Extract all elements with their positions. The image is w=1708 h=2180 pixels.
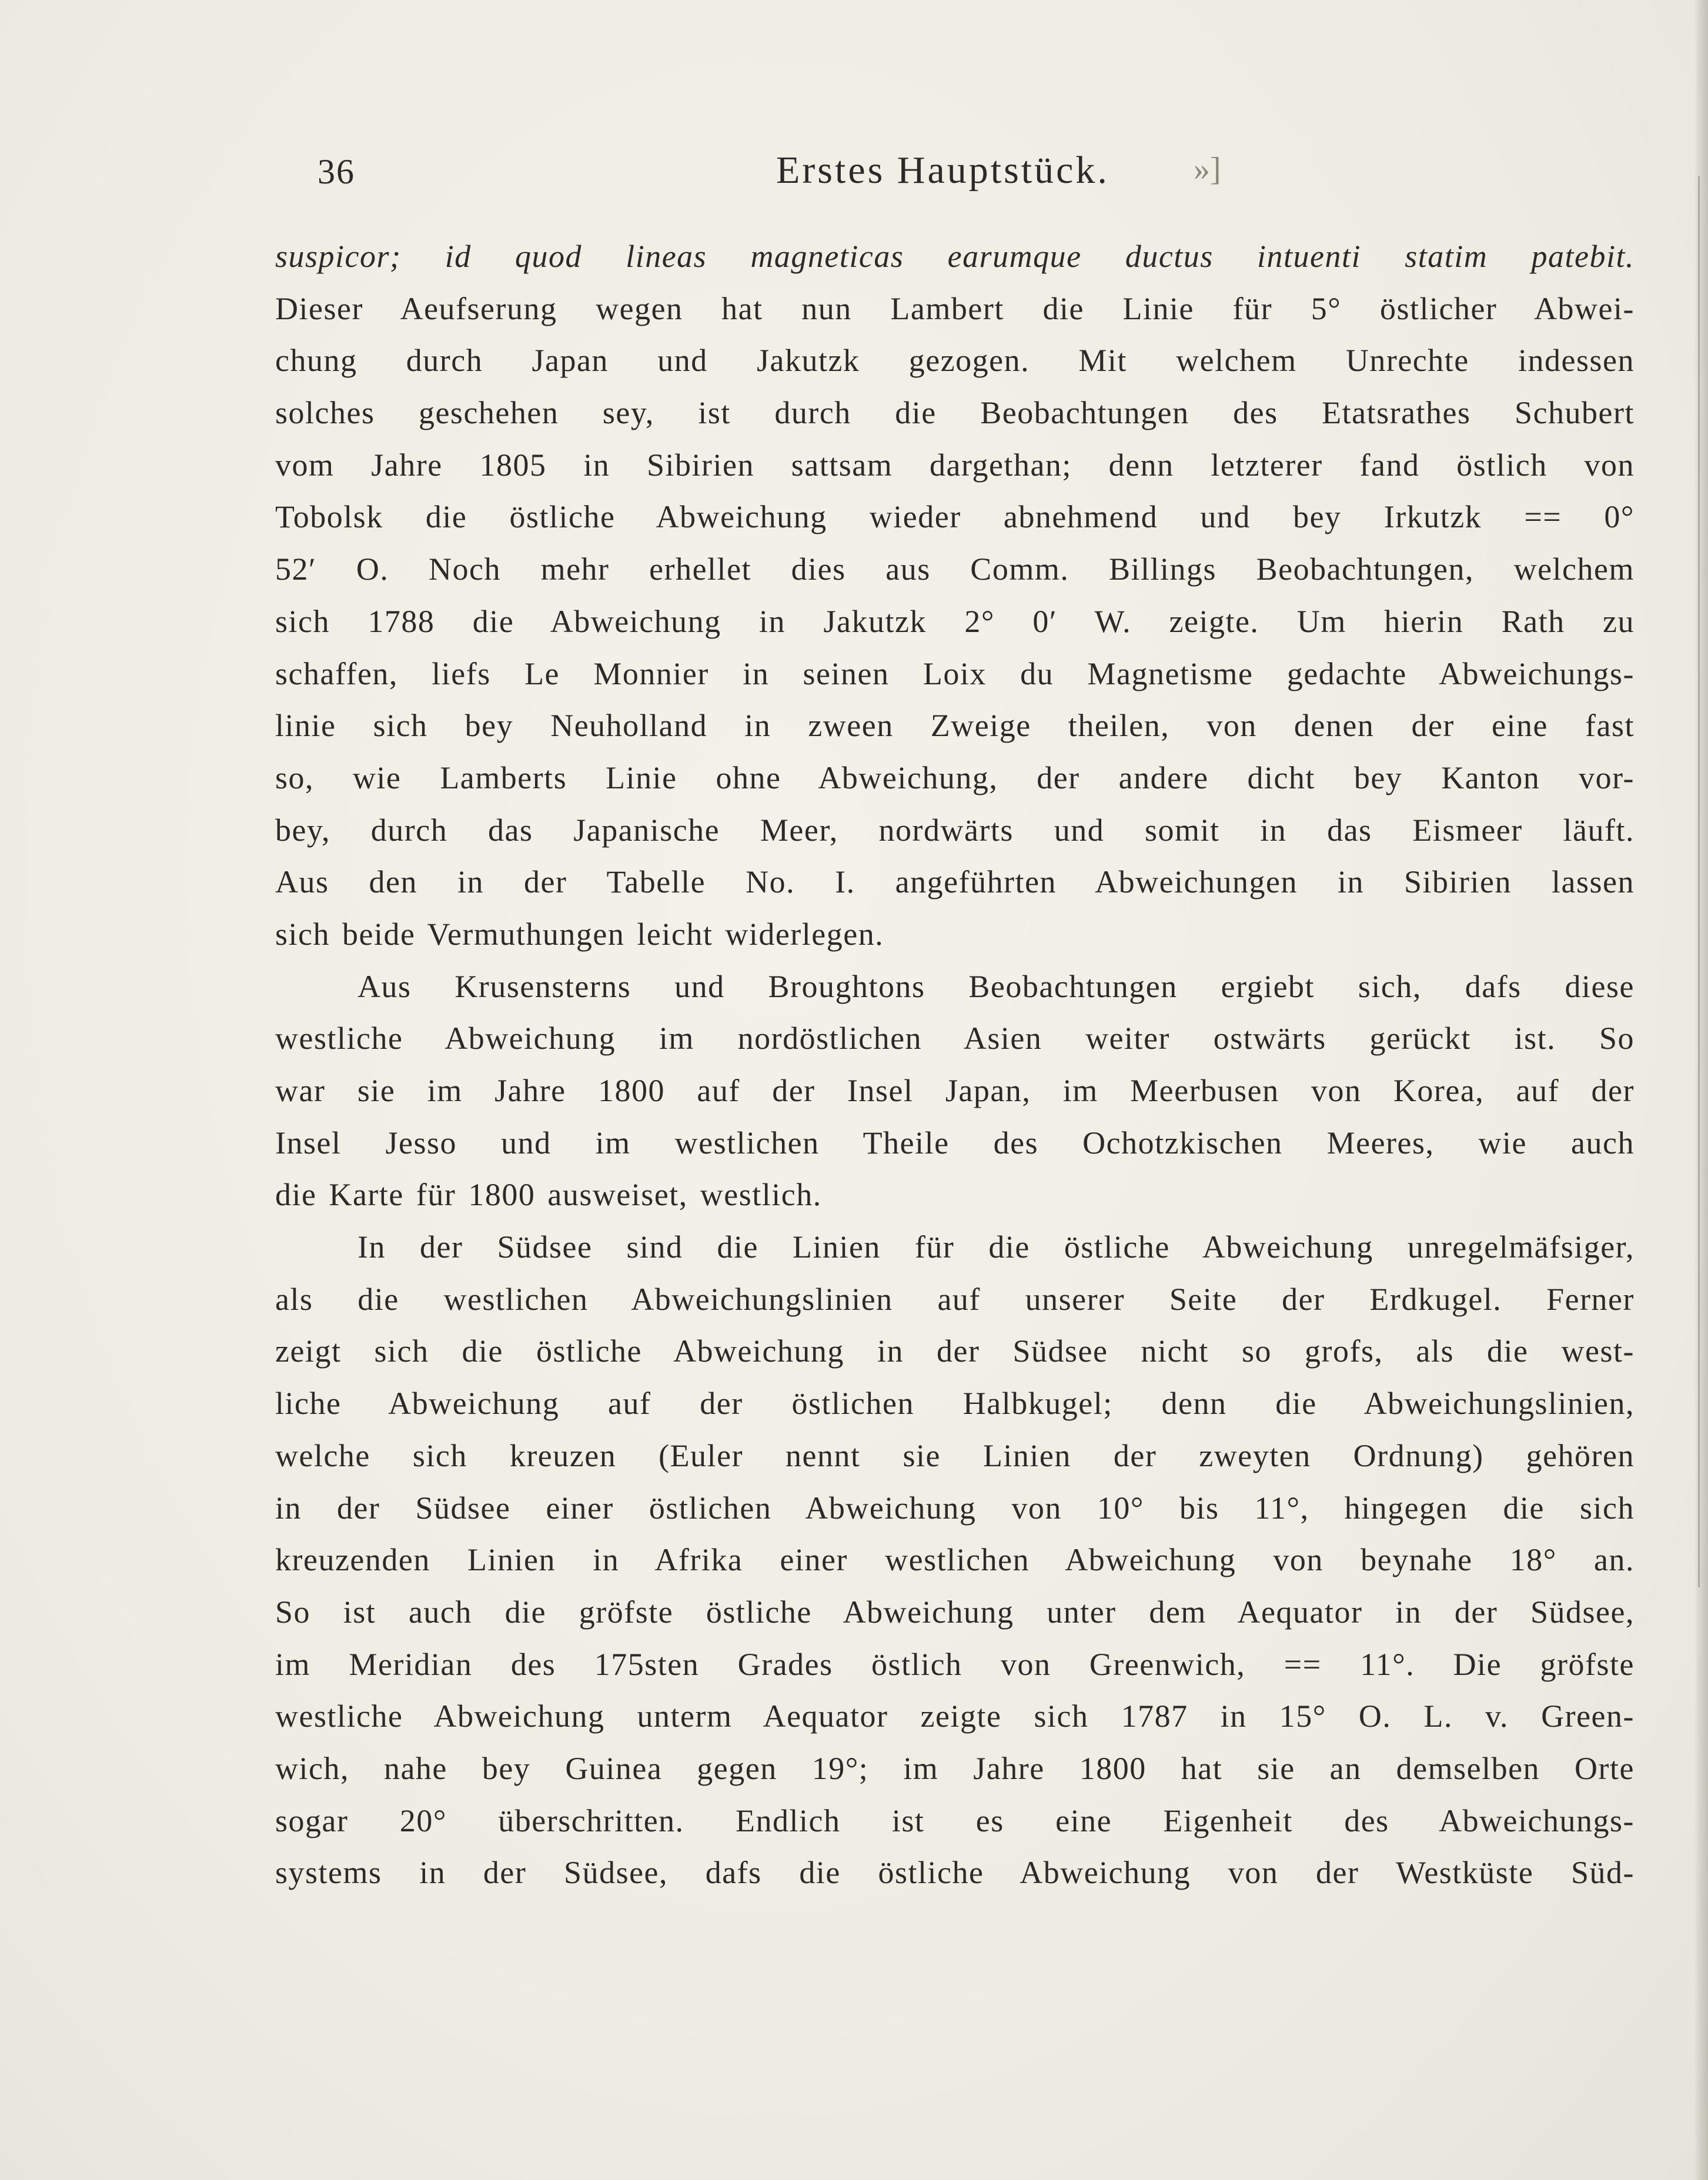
- text-line: systems in der Südsee, dafs die östliche Abweichung von der Westküste Süd-: [275, 1855, 1635, 1891]
- text-line: liche Abweichung auf der östlichen Halbkugel; denn die Abweichungslinien,: [275, 1386, 1635, 1422]
- text-line: welche sich kreuzen (Euler nennt sie Linien der zweyten Ordnung) gehören: [275, 1437, 1635, 1473]
- text-line: So ist auch die gröfste östliche Abweichung unter dem Aequator in der Südsee,: [275, 1594, 1635, 1630]
- text-line: suspicor; id quod lineas magneticas earumque ductus intuenti statim patebit.: [275, 239, 1635, 274]
- text-line: als die westlichen Abweichungslinien auf unserer Seite der Erdkugel. Ferner: [275, 1281, 1635, 1317]
- running-head: Erstes Hauptstück.: [776, 149, 1109, 192]
- text-line: bey, durch das Japanische Meer, nordwärts und somit in das Eismeer läuft.: [275, 812, 1635, 848]
- text-line: schaffen, liefs Le Monnier in seinen Loix du Magnetisme gedachte Abweichungs-: [275, 656, 1635, 691]
- text-line: westliche Abweichung unterm Aequator zeigte sich 1787 in 15° O. L. v. Green-: [275, 1698, 1635, 1734]
- page-header: [276, 136, 1629, 207]
- text-line: Dieser Aeufserung wegen hat nun Lambert die Linie für 5° östlicher Abwei-: [275, 290, 1635, 326]
- text-line: 52′ O. Noch mehr erhellet dies aus Comm. Billings Beobachtungen, welchem: [275, 551, 1635, 587]
- binding-line: [1698, 176, 1700, 1587]
- page-number: 36: [317, 152, 355, 191]
- text-line: so, wie Lamberts Linie ohne Abweichung, der andere dicht bey Kanton vor-: [275, 760, 1635, 795]
- text-line: westliche Abweichung im nordöstlichen Asien weiter ostwärts gerückt ist. So: [275, 1021, 1635, 1056]
- text-line: chung durch Japan und Jakutzk gezogen. Mit welchem Unrechte indessen: [275, 343, 1635, 379]
- text-line: sogar 20° überschritten. Endlich ist es eine Eigenheit des Abweichungs-: [275, 1803, 1635, 1838]
- text-line: Insel Jesso und im westlichen Theile des Ochotzkischen Meeres, wie auch: [275, 1125, 1635, 1161]
- text-line: sich 1788 die Abweichung in Jakutzk 2° 0′ W. zeigte. Um hierin Rath zu: [275, 603, 1635, 639]
- text-line: Aus den in der Tabelle No. I. angeführten Abweichungen in Sibirien lassen: [275, 864, 1635, 900]
- text-line: In der Südsee sind die Linien für die östliche Abweichung unregelmäfsiger,: [357, 1229, 1635, 1265]
- text-line: im Meridian des 175sten Grades östlich von Greenwich, == 11°. Die gröfste: [275, 1646, 1635, 1682]
- text-line: Aus Krusensterns und Broughtons Beobachtungen ergiebt sich, dafs diese: [357, 968, 1635, 1004]
- text-line: solches geschehen sey, ist durch die Beobachtungen des Etatsrathes Schubert: [275, 395, 1635, 431]
- page-edge-shadow: [1694, 0, 1708, 2180]
- text-line: sich beide Vermuthungen leicht widerlegen.: [275, 916, 884, 952]
- text-line: kreuzenden Linien in Afrika einer westlichen Abweichung von beynahe 18° an.: [275, 1542, 1635, 1578]
- text-line: war sie im Jahre 1800 auf der Insel Japan, im Meerbusen von Korea, auf der: [275, 1073, 1635, 1108]
- text-line: Tobolsk die östliche Abweichung wieder abnehmend und bey Irkutzk == 0°: [275, 499, 1635, 535]
- text-line: in der Südsee einer östlichen Abweichung von 10° bis 11°, hingegen die sich: [275, 1490, 1635, 1526]
- body-text: [275, 230, 1635, 1899]
- text-line: die Karte für 1800 ausweiset, westlich.: [275, 1177, 822, 1213]
- text-line: vom Jahre 1805 in Sibirien sattsam dargethan; denn letzterer fand östlich von: [275, 447, 1635, 483]
- text-line: zeigt sich die östliche Abweichung in der Südsee nicht so grofs, als die west-: [275, 1333, 1635, 1369]
- text-line: linie sich bey Neuholland in zween Zweige theilen, von denen der eine fast: [275, 708, 1635, 744]
- text-line: wich, nahe bey Guinea gegen 19°; im Jahre 1800 hat sie an demselben Orte: [275, 1750, 1635, 1786]
- header-mark: »]: [1194, 151, 1221, 188]
